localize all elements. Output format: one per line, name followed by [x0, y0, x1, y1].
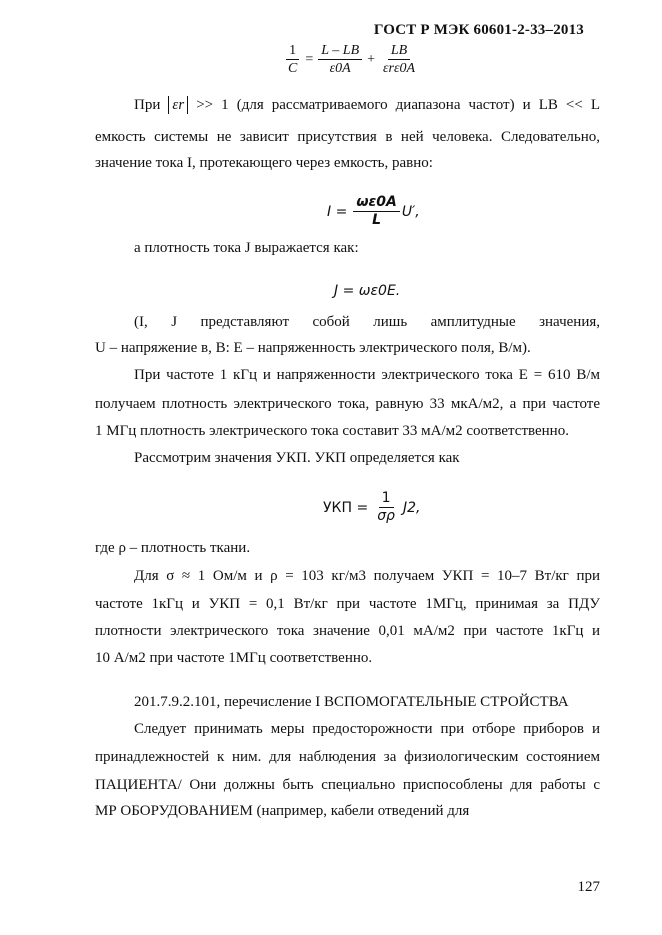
document-header: ГОСТ Р МЭК 60601-2-33–2013 [373, 22, 584, 38]
formula-ukp: УКП = $\frac{1}{\sigma\rho}$ J2, [323, 490, 421, 524]
equals-sign: = [305, 51, 314, 67]
fraction-denominator: εrε0A [383, 61, 416, 76]
paragraph-line: плотности электрического тока значение 0,01 мА/м2 при частоте 1кГц и [95, 623, 600, 639]
paragraph-line: U – напряжение в, В: E – напряженность электрического поля, В/м). [95, 340, 531, 356]
formula-current-density: J = ωε0E. [334, 283, 401, 299]
fraction-ukp [374, 490, 398, 525]
fraction-denominator: σρ [377, 508, 395, 524]
page-number: 127 [577, 879, 600, 895]
paragraph-line: 1 МГц плотность электрического тока составит 33 мА/м2 соответственно. [95, 423, 569, 439]
paragraph-line: (I, J представляют собой лишь амплитудные значения, [134, 314, 600, 330]
paragraph-line: а плотность тока J выражается как: [134, 240, 359, 256]
paragraph-line: При частоте 1 кГц и напряженности электрического тока E = 610 В/м [134, 367, 600, 383]
fraction-lhs [285, 42, 300, 77]
paragraph-line: Для σ ≈ 1 Ом/м и ρ = 103 кг/м3 получаем УКП = 10–7 Вт/кг при [134, 568, 600, 584]
paragraph-line: значение тока I, протекающего через емкость, равно: [95, 155, 433, 171]
fraction-numerator: 1 [379, 490, 394, 508]
fraction-denominator: C [288, 61, 298, 76]
paragraph-line: частоте 1кГц и УКП = 0,1 Вт/кг при частоте 1МГц, принимая за ПДУ [95, 596, 600, 612]
paragraph-line: 10 А/м2 при частоте 1МГц соответственно. [95, 650, 373, 666]
paragraph-line: При εr >> 1 (для рассматриваемого диапазона частот) и LB << L [134, 97, 601, 113]
fraction-term2 [380, 42, 418, 77]
fraction-numerator: ωε0A [353, 194, 400, 212]
paragraph-line: Рассмотрим значения УКП. УКП определяется как [134, 450, 460, 466]
fraction-numerator: L – LB [318, 42, 362, 60]
paragraph-line: МР ОБОРУДОВАНИЕМ (например, кабели отведений для [95, 803, 470, 819]
fraction-numerator: 1 [286, 42, 299, 60]
fraction-denominator: ε0A [329, 61, 351, 76]
fraction-current [353, 194, 400, 229]
fraction-denominator: L [372, 212, 382, 228]
formula-capacitance [283, 42, 420, 77]
formula-current: I = $\frac{\omega\varepsilon 0A}{L}$ U′, [327, 194, 420, 228]
paragraph-line: емкость системы не зависит присутствия в ней человека. Следовательно, [95, 129, 600, 145]
paragraph-line: где ρ – плотность ткани. [95, 540, 251, 556]
fraction-numerator: LB [388, 42, 410, 60]
paragraph-line: ПАЦИЕНТА/ Они должны быть специально приспособлены для работы с [95, 777, 600, 793]
plus-sign: + [367, 51, 376, 67]
paragraph-line: принадлежностей к ним. для наблюдения за физиологическим состоянием [95, 749, 600, 765]
paragraph-line: получаем плотность электрического тока, равную 33 мкА/м2, а при частоте [95, 396, 600, 412]
abs-value: εr [168, 96, 188, 114]
paragraph-line: Следует принимать меры предосторожности при отборе приборов и [134, 721, 600, 737]
section-heading: 201.7.9.2.101, перечисление I ВСПОМОГАТЕЛЬНЫЕ СТРОЙСТВА [134, 694, 569, 710]
fraction-term1 [318, 42, 362, 77]
